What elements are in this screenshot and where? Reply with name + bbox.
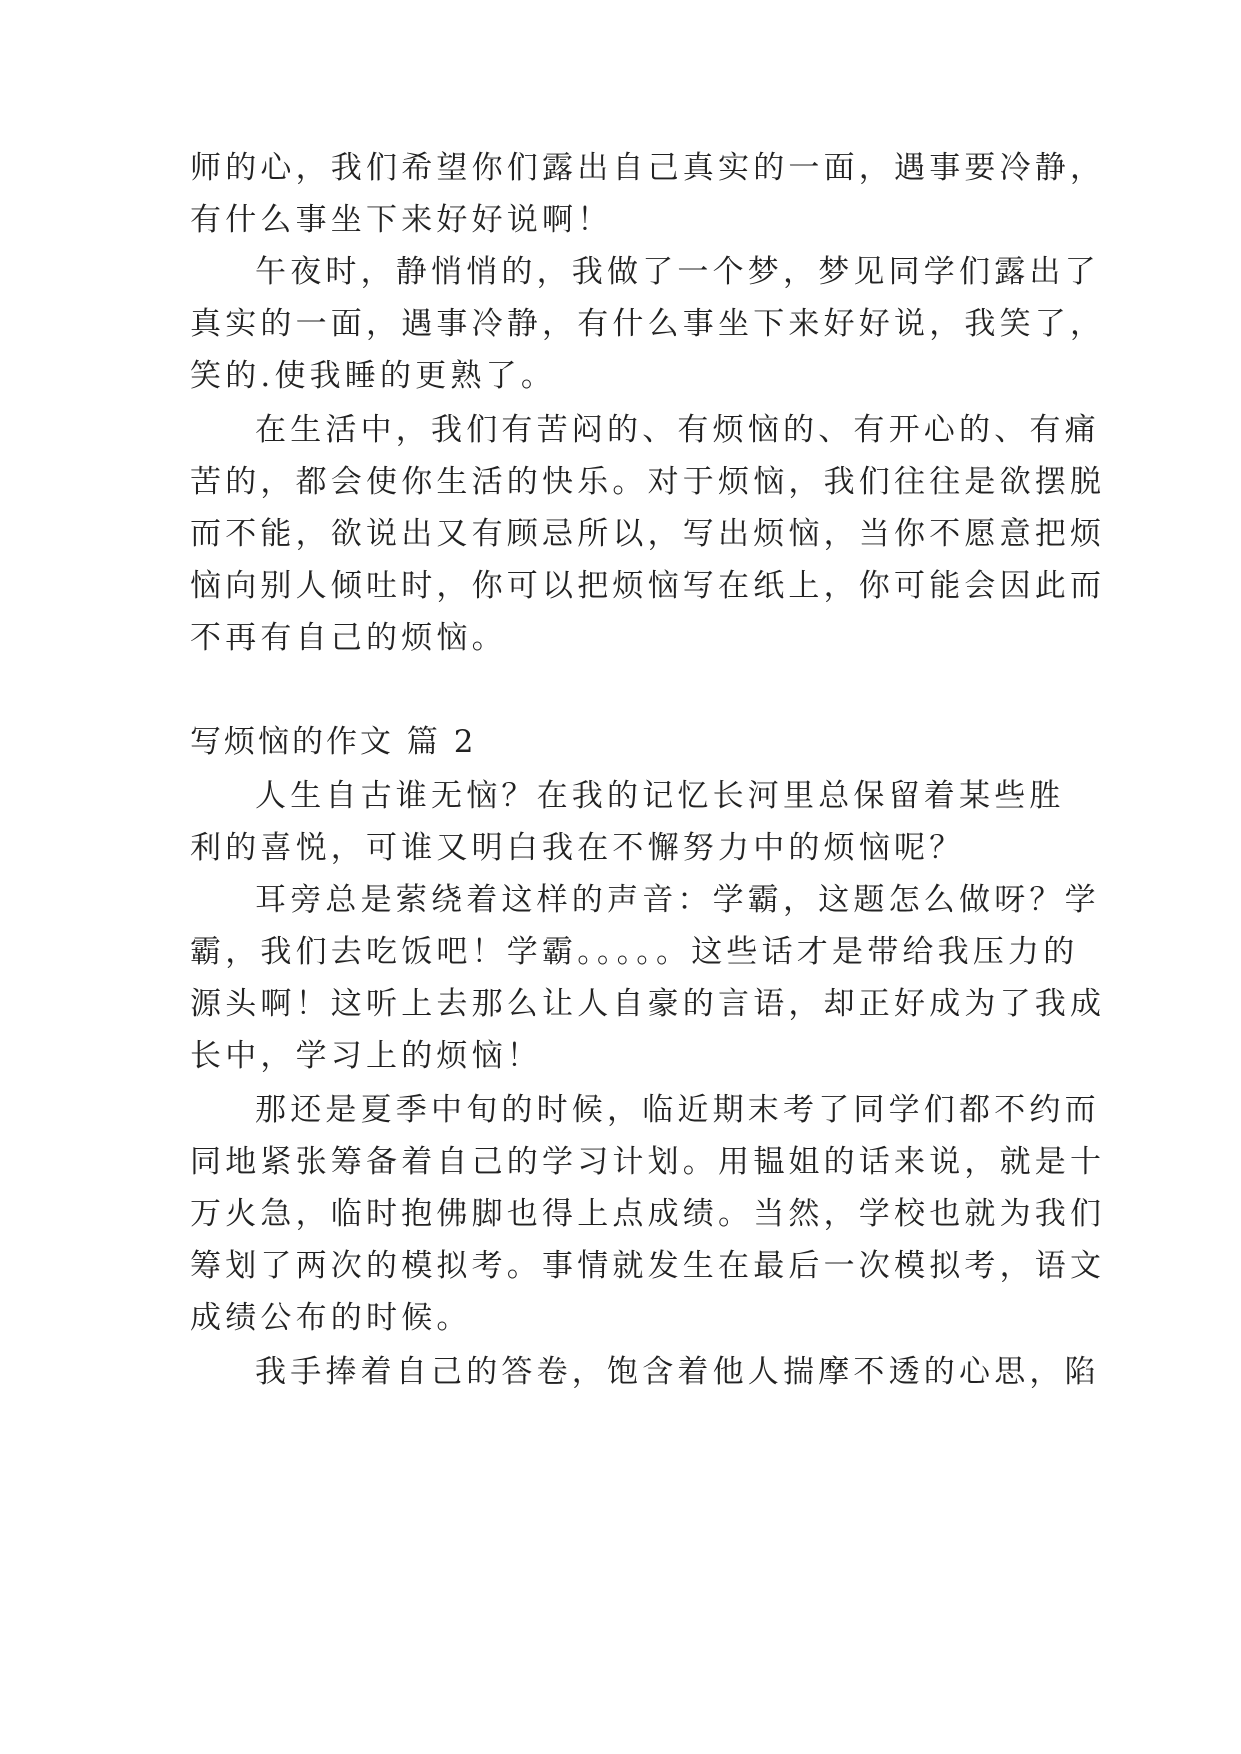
paragraph-line: 有什么事坐下来好好说啊！ — [190, 202, 613, 238]
paragraph-line: 长中，学习上的烦恼！ — [190, 1038, 542, 1074]
paragraph-line: 笑的.使我睡的更熟了。 — [190, 358, 557, 394]
paragraph-line: 同地紧张筹备着自己的学习计划。用韫姐的话来说，就是十 — [190, 1144, 1106, 1180]
paragraph-line: 不再有自己的烦恼。 — [190, 620, 507, 656]
paragraph-line: 筹划了两次的模拟考。事情就发生在最后一次模拟考，语文 — [190, 1248, 1106, 1284]
paragraph-line: 我手捧着自己的答卷，饱含着他人揣摩不透的心思，陷 — [255, 1354, 1100, 1390]
paragraph-line: 万火急，临时抱佛脚也得上点成绩。当然，学校也就为我们 — [190, 1196, 1106, 1232]
paragraph-line: 成绩公布的时候。 — [190, 1300, 472, 1336]
paragraph-line: 人生自古谁无恼？在我的记忆长河里总保留着某些胜 — [255, 778, 1065, 814]
paragraph-line: 源头啊！这听上去那么让人自豪的言语，却正好成为了我成 — [190, 986, 1106, 1022]
paragraph-line: 而不能，欲说出又有顾忌所以，写出烦恼，当你不愿意把烦 — [190, 516, 1106, 552]
paragraph-line: 午夜时，静悄悄的，我做了一个梦，梦见同学们露出了 — [255, 254, 1100, 290]
paragraph-line: 耳旁总是萦绕着这样的声音：学霸，这题怎么做呀？学 — [255, 882, 1100, 918]
paragraph-line: 利的喜悦，可谁又明白我在不懈努力中的烦恼呢？ — [190, 830, 965, 866]
paragraph-line: 真实的一面，遇事冷静，有什么事坐下来好好说，我笑了， — [190, 306, 1106, 342]
paragraph-line: 苦的，都会使你生活的快乐。对于烦恼，我们往往是欲摆脱 — [190, 464, 1106, 500]
paragraph-line: 那还是夏季中旬的时候，临近期末考了同学们都不约而 — [255, 1092, 1100, 1128]
paragraph-line: 恼向别人倾吐时，你可以把烦恼写在纸上，你可能会因此而 — [190, 568, 1106, 604]
paragraph-line: 师的心，我们希望你们露出自己真实的一面，遇事要冷静， — [190, 150, 1106, 186]
paragraph-line: 霸，我们去吃饭吧！学霸。。。。。这些话才是带给我压力的 — [190, 934, 1079, 970]
paragraph-line: 在生活中，我们有苦闷的、有烦恼的、有开心的、有痛 — [255, 412, 1100, 448]
section-heading: 写烦恼的作文 篇 2 — [190, 724, 477, 760]
